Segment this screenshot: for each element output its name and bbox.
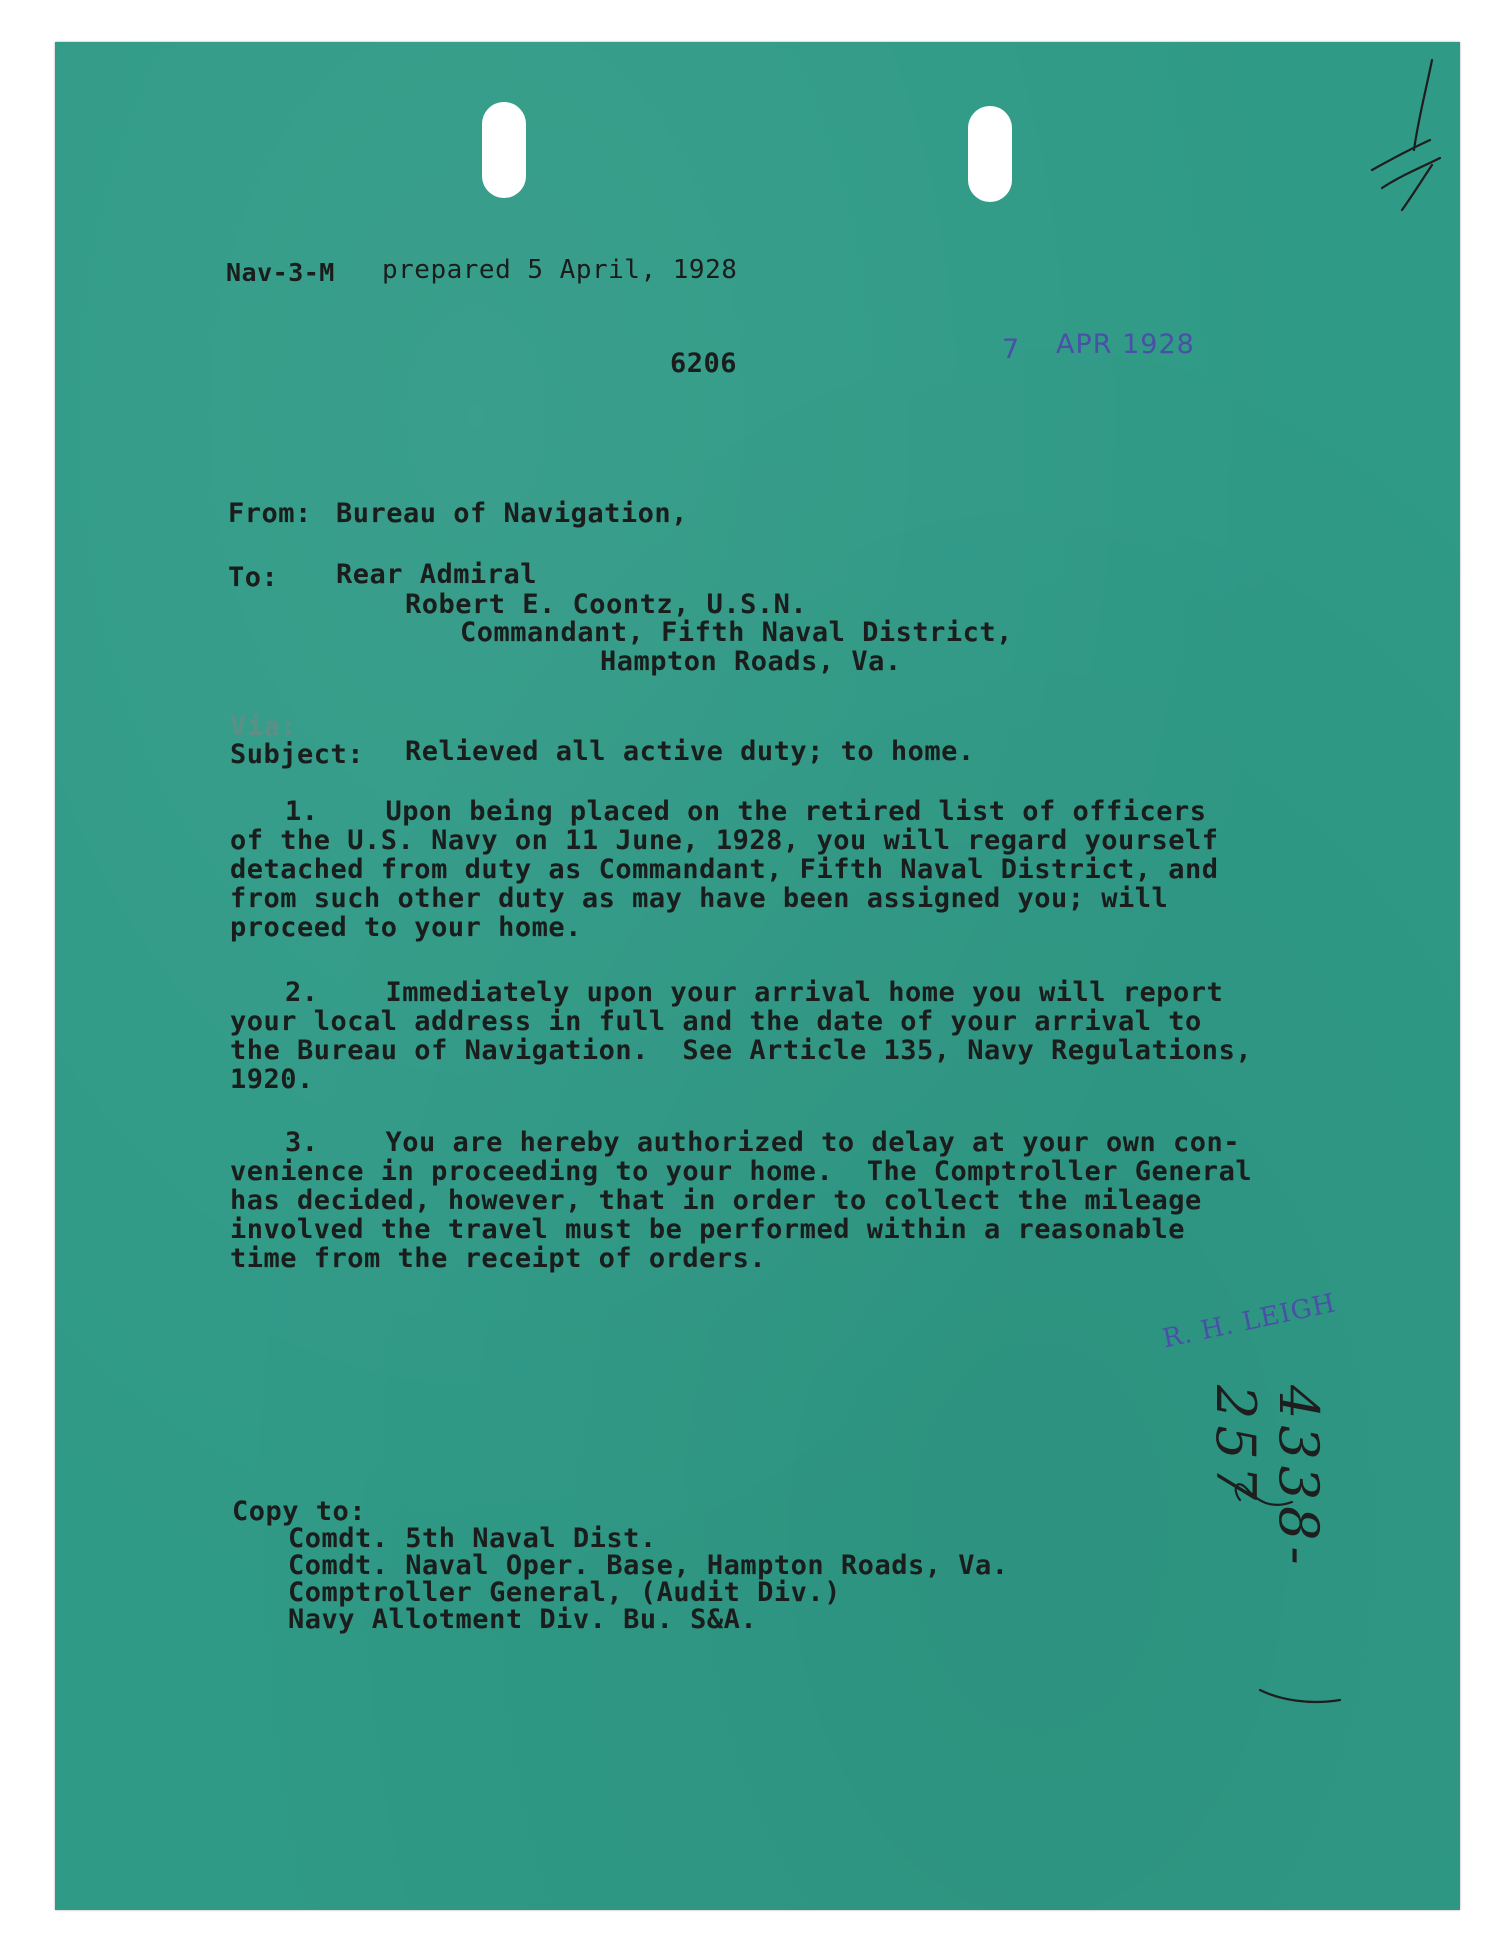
paragraph-line: 1. Upon being placed on the retired list of officers	[285, 796, 1207, 827]
paragraph-line: detached from duty as Commandant, Fifth Naval District, and	[230, 854, 1219, 885]
prepared-date: prepared 5 April, 1928	[382, 255, 738, 285]
to-line-4: Hampton Roads, Va.	[600, 646, 902, 677]
copy-recipient: Comdt. 5th Naval Dist.	[288, 1523, 657, 1554]
paragraph-line: your local address in full and the date of your arrival to	[230, 1006, 1202, 1037]
paragraph-line: time from the receipt of orders.	[230, 1243, 767, 1274]
paragraph-line: proceed to your home.	[230, 912, 582, 943]
paragraph-line: 3. You are hereby authorized to delay at your own con-	[285, 1127, 1241, 1158]
paragraph-line: involved the travel must be performed within a reasonable	[230, 1214, 1186, 1245]
paragraph-line: the Bureau of Navigation. See Article 135, Navy Regulations,	[230, 1035, 1253, 1066]
paragraph-line: of the U.S. Navy on 11 June, 1928, you will regard yourself	[230, 825, 1219, 856]
paragraph-line: venience in proceeding to your home. The Comptroller General	[230, 1156, 1253, 1187]
form-code: Nav-3-M	[226, 258, 335, 287]
to-line-2: Robert E. Coontz, U.S.N.	[405, 589, 808, 620]
handwritten-file-number: 4338-257	[1204, 1385, 1330, 1571]
punch-hole-left	[482, 102, 526, 198]
copy-recipient: Comdt. Naval Oper. Base, Hampton Roads, Va.	[288, 1550, 1009, 1581]
paragraph-line: from such other duty as may have been assigned you; will	[230, 883, 1169, 914]
to-line-3: Commandant, Fifth Naval District,	[460, 617, 1013, 648]
date-stamp-day: 7	[1002, 334, 1021, 365]
from-value: Bureau of Navigation,	[336, 498, 688, 529]
document-number: 6206	[670, 348, 738, 379]
paragraph-line: has decided, however, that in order to collect the mileage	[230, 1185, 1202, 1216]
subject-label: Subject:	[230, 739, 365, 770]
copy-recipient: Navy Allotment Div. Bu. S&A.	[288, 1604, 758, 1635]
paragraph-line: 1920.	[230, 1064, 314, 1095]
to-line-1: Rear Admiral	[336, 559, 538, 590]
subject-value: Relieved all active duty; to home.	[405, 736, 975, 767]
paragraph-line: 2. Immediately upon your arrival home you will report	[285, 977, 1224, 1008]
punch-hole-right	[968, 106, 1012, 202]
from-label: From:	[228, 498, 312, 529]
date-stamp: APR 1928	[1056, 329, 1195, 360]
document-sheet	[55, 42, 1460, 1910]
copy-recipient: Comptroller General, (Audit Div.)	[288, 1577, 841, 1608]
to-label: To:	[228, 562, 279, 593]
via-label: Via:	[230, 711, 298, 742]
copy-to-label: Copy to:	[232, 1496, 367, 1527]
signature-stamp: R. H. LEIGH	[1160, 1288, 1339, 1355]
